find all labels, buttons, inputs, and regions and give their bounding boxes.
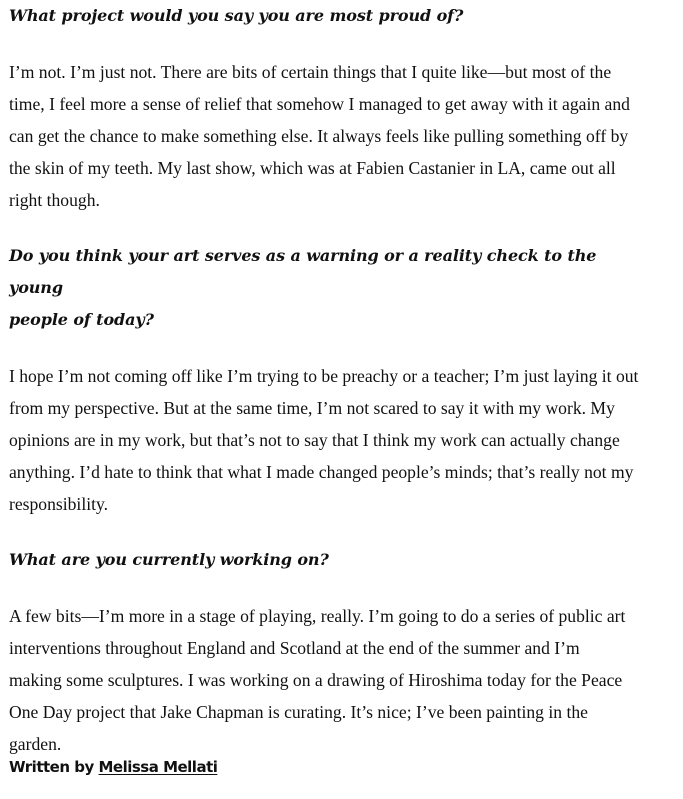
answer-line: anything. I’d hate to think that what I made changed people’s minds; that’s really not my	[9, 462, 634, 482]
article-body	[9, 0, 649, 760]
answer-line: from my perspective. But at the same time, I’m not scared to say it with my work. My	[9, 398, 615, 418]
answer-line: garden.	[9, 734, 62, 754]
question-1: What project would you say you are most proud of?	[9, 6, 464, 25]
question-line: Do you think your art serves as a warning or a reality check to the young	[9, 246, 597, 297]
answer-line: opinions are in my work, but that’s not to say that I think my work can actually change	[9, 430, 620, 450]
byline	[9, 757, 217, 777]
answer-1	[9, 56, 649, 216]
author-link[interactable]: Melissa Mellati	[98, 758, 218, 776]
answer-line: the skin of my teeth. My last show, which was at Fabien Castanier in LA, came out all	[9, 158, 616, 178]
answer-line: right though.	[9, 190, 100, 210]
answer-line: responsibility.	[9, 494, 109, 514]
question-line: people of today?	[9, 310, 154, 329]
answer-2	[9, 360, 649, 520]
byline-prefix: Written by	[9, 758, 99, 776]
answer-line: can get the chance to make something else. It always feels like pulling something off by	[9, 126, 629, 146]
question-2	[9, 240, 649, 336]
answer-line: making some sculptures. I was working on a drawing of Hiroshima today for the Peace	[9, 670, 623, 690]
answer-line: I’m not. I’m just not. There are bits of certain things that I quite like—but most of the	[9, 62, 612, 82]
answer-line: time, I feel more a sense of relief that somehow I managed to get away with it again and	[9, 94, 630, 114]
answer-line: interventions throughout England and Scotland at the end of the summer and I’m	[9, 638, 580, 658]
answer-3	[9, 600, 649, 760]
answer-line: A few bits—I’m more in a stage of playing, really. I’m going to do a series of public art	[9, 606, 626, 626]
answer-line: One Day project that Jake Chapman is curating. It’s nice; I’ve been painting in the	[9, 702, 588, 722]
answer-line: I hope I’m not coming off like I’m trying to be preachy or a teacher; I’m just laying it out	[9, 366, 639, 386]
question-3: What are you currently working on?	[9, 550, 329, 569]
